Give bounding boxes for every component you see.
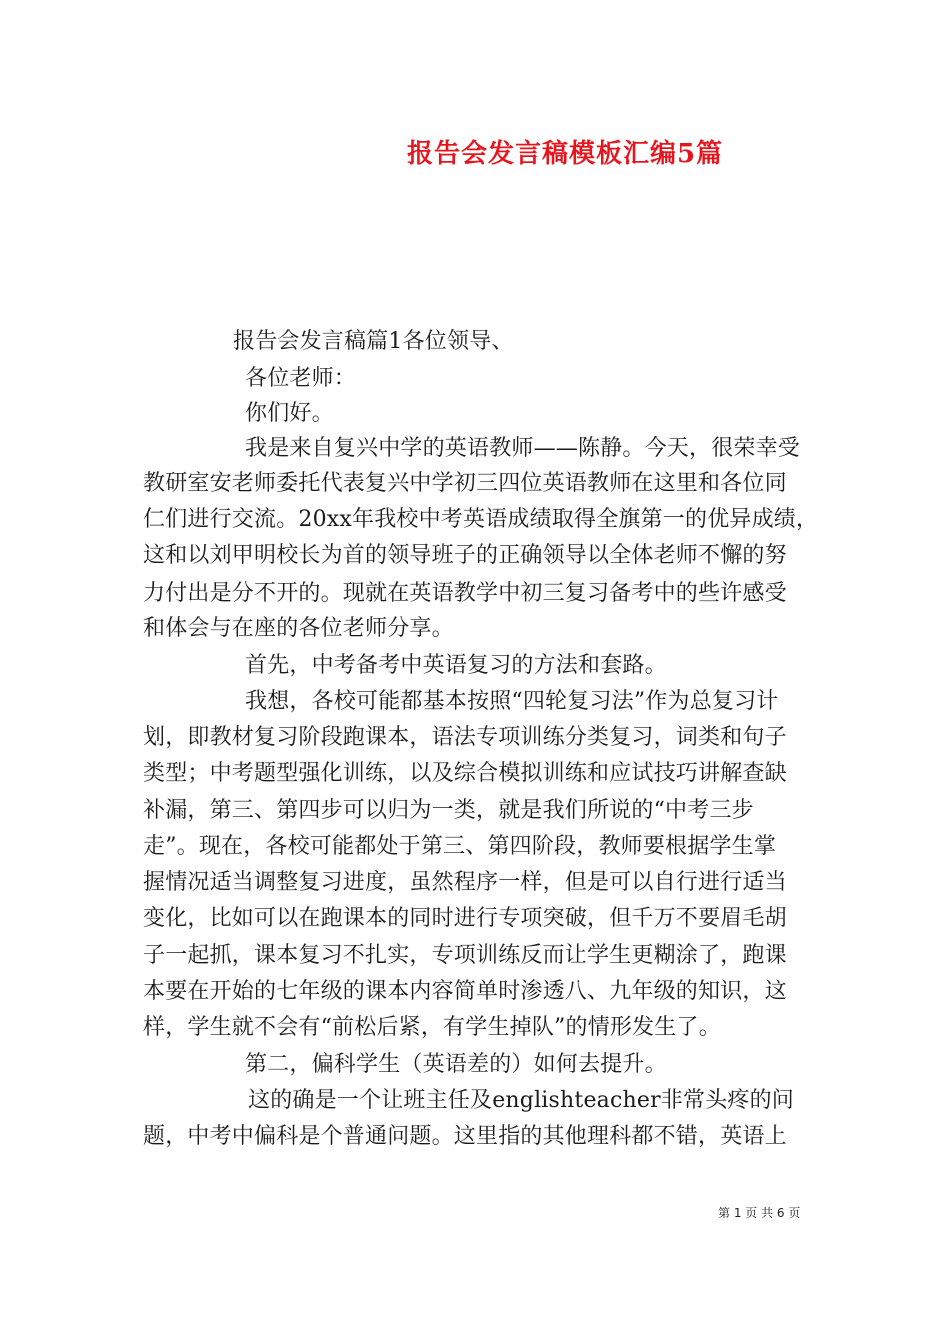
paragraph-line: 第二，偏科学生（英语差的）如何去提升。 bbox=[245, 1052, 667, 1077]
paragraph-line: 和体会与在座的各位老师分享。 bbox=[143, 616, 454, 641]
paragraph-line: 报告会发言稿篇1各位领导、 bbox=[233, 329, 514, 354]
paragraph-line: 子一起抓，课本复习不扎实，专项训练反而让学生更糊涂了，跑课 bbox=[143, 943, 787, 968]
paragraph-line: 补漏，第三、第四步可以归为一类，就是我们所说的“中考三步 bbox=[143, 798, 754, 823]
paragraph-line: 首先，中考备考中英语复习的方法和套路。 bbox=[245, 653, 667, 678]
paragraph-line: 我想，各校可能都基本按照“四轮复习法”作为总复习计 bbox=[245, 689, 779, 714]
page-number-footer: 第 1 页 共 6 页 bbox=[718, 1206, 801, 1220]
paragraph-line: 类型；中考题型强化训练，以及综合模拟训练和应试技巧讲解查缺 bbox=[143, 761, 787, 786]
paragraph-line: 变化，比如可以在跑课本的同时进行专项突破，但千万不要眉毛胡 bbox=[143, 906, 787, 931]
paragraph-line: 你们好。 bbox=[245, 401, 334, 426]
document-title: 报告会发言稿模板汇编5篇 bbox=[406, 139, 724, 169]
paragraph-line: 题，中考中偏科是个普通问题。这里指的其他理科都不错，英语上 bbox=[143, 1124, 787, 1149]
paragraph-line: 各位老师： bbox=[245, 366, 357, 391]
paragraph-line: 这的确是一个让班主任及englishteacher非常头疼的问 bbox=[248, 1088, 795, 1113]
paragraph-line: 划，即教材复习阶段跑课本，语法专项训练分类复习，词类和句子 bbox=[143, 725, 787, 750]
paragraph-line: 仁们进行交流。20xx年我校中考英语成绩取得全旗第一的优异成绩， bbox=[143, 507, 819, 532]
paragraph-line: 教研室安老师委托代表复兴中学初三四位英语教师在这里和各位同 bbox=[143, 471, 787, 496]
paragraph-line: 这和以刘甲明校长为首的领导班子的正确领导以全体老师不懈的努 bbox=[143, 543, 787, 568]
paragraph-line: 样，学生就不会有“前松后紧，有学生掉队”的情形发生了。 bbox=[143, 1015, 721, 1040]
paragraph-line: 本要在开始的七年级的课本内容简单时渗透八、九年级的知识，这 bbox=[143, 979, 787, 1004]
paragraph-line: 我是来自复兴中学的英语教师——陈静。今天，很荣幸受 bbox=[245, 436, 801, 461]
paragraph-line: 力付出是分不开的。现就在英语教学中初三复习备考中的些许感受 bbox=[143, 581, 787, 606]
paragraph-line: 走”。现在，各校可能都处于第三、第四阶段，教师要根据学生掌 bbox=[143, 834, 777, 859]
paragraph-line: 握情况适当调整复习进度，虽然程序一样，但是可以自行进行适当 bbox=[143, 870, 787, 895]
